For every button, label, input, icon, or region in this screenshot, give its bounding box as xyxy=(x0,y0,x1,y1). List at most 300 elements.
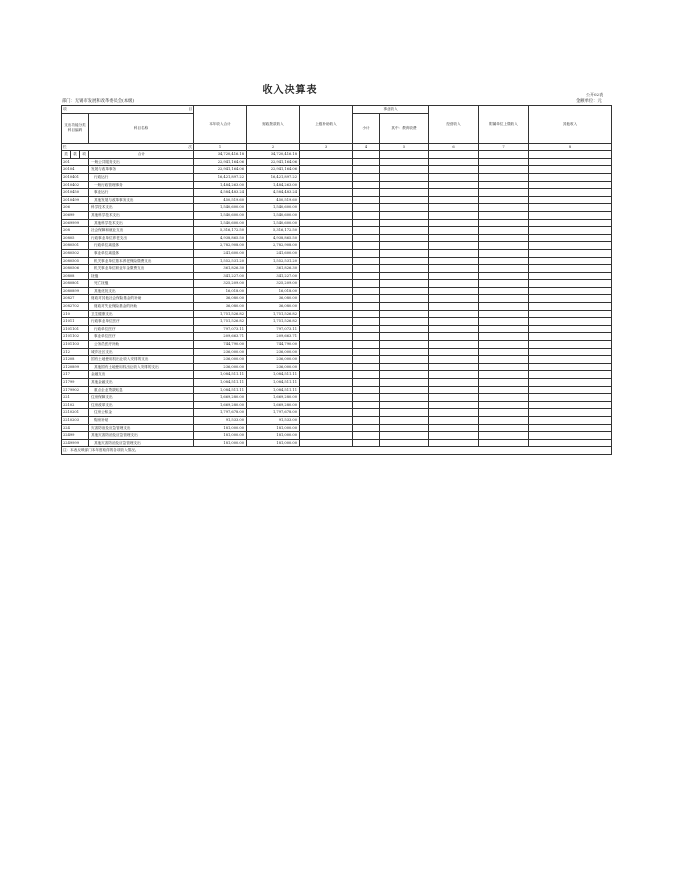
empty-cell xyxy=(479,272,529,280)
empty-cell xyxy=(380,348,429,356)
empty-cell xyxy=(380,295,429,303)
empty-cell xyxy=(429,439,479,447)
row-name: 一般行政管理事务 xyxy=(89,181,194,189)
empty-cell xyxy=(353,265,380,273)
row-fiscal: 241,600.00 xyxy=(247,249,300,257)
header-business-group: 事业收入 xyxy=(353,106,429,114)
row-fiscal: 36,080.00 xyxy=(247,295,300,303)
col-number: 5 xyxy=(380,143,429,151)
empty-cell xyxy=(429,265,479,273)
empty-cell xyxy=(300,181,353,189)
row-name: 金融支出 xyxy=(89,371,194,379)
row-name: 事业单位离退休 xyxy=(89,249,194,257)
empty-cell xyxy=(429,234,479,242)
empty-cell xyxy=(429,424,479,432)
row-name: 社会保障和就业支出 xyxy=(89,227,194,235)
empty-cell xyxy=(380,394,429,402)
empty-cell xyxy=(380,325,429,333)
row-code: 2080501 xyxy=(62,242,89,250)
empty-cell xyxy=(529,189,612,197)
table-row xyxy=(62,219,612,227)
empty-cell xyxy=(429,211,479,219)
xiang-label: 项 xyxy=(80,151,89,159)
header-affiliated: 附属单位上缴收入 xyxy=(479,106,529,144)
empty-cell xyxy=(479,234,529,242)
empty-cell xyxy=(300,227,353,235)
empty-cell xyxy=(479,356,529,364)
empty-cell xyxy=(529,363,612,371)
empty-cell xyxy=(353,409,380,417)
table-row xyxy=(62,265,612,273)
row-code: 2101103 xyxy=(62,341,89,349)
row-name: 行政事业单位养老支出 xyxy=(89,234,194,242)
row-fiscal: 1,084,511.11 xyxy=(247,379,300,387)
empty-cell xyxy=(479,409,529,417)
col-number: 1 xyxy=(194,143,247,151)
empty-cell xyxy=(300,211,353,219)
empty-cell xyxy=(380,341,429,349)
row-fiscal: 1,552,531.20 xyxy=(247,257,300,265)
empty-cell xyxy=(529,325,612,333)
income-table xyxy=(61,105,612,455)
empty-cell xyxy=(479,204,529,212)
row-code: 2080505 xyxy=(62,257,89,265)
row-fiscal: 1,084,511.11 xyxy=(247,386,300,394)
table-row xyxy=(62,386,612,394)
row-fiscal: 34,720,416.18 xyxy=(247,151,300,159)
row-name: 住房公积金 xyxy=(89,409,194,417)
empty-cell xyxy=(429,204,479,212)
empty-cell xyxy=(479,287,529,295)
empty-cell xyxy=(300,234,353,242)
header-lan: 栏 xyxy=(62,143,89,151)
row-code: 21799 xyxy=(62,379,89,387)
row-total-income: 36,080.00 xyxy=(194,295,247,303)
empty-cell xyxy=(300,310,353,318)
empty-cell xyxy=(353,234,380,242)
table-row xyxy=(62,249,612,257)
row-name: 卫生健康支出 xyxy=(89,310,194,318)
row-name: 合计 xyxy=(89,151,194,159)
empty-cell xyxy=(429,219,479,227)
header-ci: 次 xyxy=(89,143,194,151)
empty-cell xyxy=(300,348,353,356)
empty-cell xyxy=(380,272,429,280)
row-code: 22499 xyxy=(62,432,89,440)
row-fiscal: 4,938,865.50 xyxy=(247,234,300,242)
empty-cell xyxy=(529,219,612,227)
empty-cell xyxy=(380,257,429,265)
row-name: 发展与改革事务 xyxy=(89,166,194,174)
row-fiscal: 236,000.00 xyxy=(247,348,300,356)
empty-cell xyxy=(353,166,380,174)
empty-cell xyxy=(300,409,353,417)
table-row xyxy=(62,379,612,387)
table-row xyxy=(62,211,612,219)
row-total-income: 1,484,263.00 xyxy=(194,181,247,189)
empty-cell xyxy=(529,151,612,159)
empty-cell xyxy=(300,386,353,394)
empty-cell xyxy=(353,356,380,364)
empty-cell xyxy=(529,341,612,349)
empty-cell xyxy=(300,356,353,364)
empty-cell xyxy=(479,151,529,159)
empty-cell xyxy=(300,249,353,257)
empty-cell xyxy=(479,341,529,349)
empty-cell xyxy=(529,371,612,379)
empty-cell xyxy=(380,249,429,257)
empty-cell xyxy=(300,158,353,166)
empty-cell xyxy=(429,287,479,295)
row-code: 2101102 xyxy=(62,333,89,341)
empty-cell xyxy=(353,348,380,356)
row-name: 死亡抚恤 xyxy=(89,280,194,288)
row-fiscal: 181,000.00 xyxy=(247,424,300,432)
empty-cell xyxy=(353,211,380,219)
row-code: 2179902 xyxy=(62,386,89,394)
empty-cell xyxy=(479,227,529,235)
empty-cell xyxy=(380,386,429,394)
empty-cell xyxy=(380,287,429,295)
row-code: 2249999 xyxy=(62,439,89,447)
row-fiscal: 744,790.00 xyxy=(247,341,300,349)
empty-cell xyxy=(300,242,353,250)
row-total-income: 1,540,600.00 xyxy=(194,204,247,212)
empty-cell xyxy=(353,219,380,227)
empty-cell xyxy=(429,371,479,379)
empty-cell xyxy=(429,409,479,417)
table-row xyxy=(62,333,612,341)
empty-cell xyxy=(529,432,612,440)
row-fiscal: 341,227.00 xyxy=(247,272,300,280)
row-fiscal: 22,941,164.06 xyxy=(247,158,300,166)
empty-cell xyxy=(529,424,612,432)
empty-cell xyxy=(353,257,380,265)
row-fiscal: 1,084,511.11 xyxy=(247,371,300,379)
row-name: 抚恤 xyxy=(89,272,194,280)
row-fiscal: 1,540,600.00 xyxy=(247,204,300,212)
row-total-income: 1,552,531.20 xyxy=(194,257,247,265)
table-row xyxy=(62,341,612,349)
row-fiscal: 91,533.00 xyxy=(247,416,300,424)
row-name: 行政运行 xyxy=(89,173,194,181)
empty-cell xyxy=(479,219,529,227)
empty-cell xyxy=(300,204,353,212)
row-total-income: 22,941,164.06 xyxy=(194,158,247,166)
table-row xyxy=(62,173,612,181)
empty-cell xyxy=(529,318,612,326)
row-code: 2080502 xyxy=(62,249,89,257)
row-total-income: 1,751,526.82 xyxy=(194,310,247,318)
table-row xyxy=(62,356,612,364)
row-fiscal: 361,826.30 xyxy=(247,265,300,273)
empty-cell xyxy=(353,394,380,402)
empty-cell xyxy=(353,173,380,181)
kuan-label: 款 xyxy=(71,151,80,159)
empty-cell xyxy=(380,416,429,424)
row-code: 208 xyxy=(62,227,89,235)
row-fiscal: 1,484,263.00 xyxy=(247,181,300,189)
row-name: 其他科学技术支出 xyxy=(89,219,194,227)
row-total-income: 1,669,280.00 xyxy=(194,401,247,409)
row-total-income: 1,751,526.82 xyxy=(194,318,247,326)
empty-cell xyxy=(300,295,353,303)
empty-cell xyxy=(380,166,429,174)
row-total-income: 181,000.00 xyxy=(194,424,247,432)
empty-cell xyxy=(353,181,380,189)
empty-cell xyxy=(380,439,429,447)
empty-cell xyxy=(529,249,612,257)
row-name: 事业单位医疗 xyxy=(89,333,194,341)
empty-cell xyxy=(353,287,380,295)
row-name: 财政对失业保险基金的补助 xyxy=(89,303,194,311)
empty-cell xyxy=(353,151,380,159)
lei-label: 类 xyxy=(62,151,71,159)
row-fiscal: 1,797,678.00 xyxy=(247,409,300,417)
table-row xyxy=(62,416,612,424)
empty-cell xyxy=(380,303,429,311)
table-row xyxy=(62,432,612,440)
form-number: 公开02表 xyxy=(586,92,604,97)
empty-cell xyxy=(429,242,479,250)
table-row xyxy=(62,318,612,326)
row-total-income: 1,540,600.00 xyxy=(194,211,247,219)
empty-cell xyxy=(380,280,429,288)
row-code: 20699 xyxy=(62,211,89,219)
empty-cell xyxy=(380,234,429,242)
empty-cell xyxy=(380,356,429,364)
row-name: 国有土地使用权出让收入安排的支出 xyxy=(89,356,194,364)
empty-cell xyxy=(479,310,529,318)
empty-cell xyxy=(479,196,529,204)
row-code: 20104 xyxy=(62,166,89,174)
row-code: 2210203 xyxy=(62,416,89,424)
empty-cell xyxy=(380,409,429,417)
row-fiscal: 325,209.00 xyxy=(247,280,300,288)
row-code: 2010402 xyxy=(62,181,89,189)
empty-cell xyxy=(300,166,353,174)
row-code: 2010450 xyxy=(62,189,89,197)
header-education-fee: 其中：教育收费 xyxy=(380,113,429,143)
row-name: 其他国有土地使用权出让收入安排的支出 xyxy=(89,363,194,371)
row-total-income: 744,790.00 xyxy=(194,341,247,349)
row-code: 2120899 xyxy=(62,363,89,371)
empty-cell xyxy=(429,196,479,204)
row-total-income: 450,519.60 xyxy=(194,196,247,204)
table-row xyxy=(62,348,612,356)
row-code: 2010499 xyxy=(62,196,89,204)
empty-cell xyxy=(353,439,380,447)
empty-cell xyxy=(479,318,529,326)
empty-cell xyxy=(429,333,479,341)
row-total-income: 341,227.00 xyxy=(194,272,247,280)
table-row xyxy=(62,287,612,295)
empty-cell xyxy=(529,394,612,402)
empty-cell xyxy=(529,211,612,219)
row-code: 206 xyxy=(62,204,89,212)
row-total-income: 34,720,416.18 xyxy=(194,151,247,159)
table-row xyxy=(62,242,612,250)
row-code: 20805 xyxy=(62,234,89,242)
empty-cell xyxy=(529,303,612,311)
empty-cell xyxy=(529,409,612,417)
row-total-income: 236,000.00 xyxy=(194,356,247,364)
empty-cell xyxy=(429,181,479,189)
row-fiscal: 5,316,172.50 xyxy=(247,227,300,235)
row-total-income: 1,540,600.00 xyxy=(194,219,247,227)
empty-cell xyxy=(380,401,429,409)
empty-cell xyxy=(353,295,380,303)
row-fiscal: 22,941,164.06 xyxy=(247,166,300,174)
empty-cell xyxy=(380,432,429,440)
row-total-income: 241,600.00 xyxy=(194,249,247,257)
header-business-subtotal: 小计 xyxy=(353,113,380,143)
empty-cell xyxy=(479,158,529,166)
row-code: 2080801 xyxy=(62,280,89,288)
empty-cell xyxy=(353,158,380,166)
empty-cell xyxy=(353,310,380,318)
empty-cell xyxy=(529,242,612,250)
empty-cell xyxy=(529,158,612,166)
empty-cell xyxy=(429,158,479,166)
empty-cell xyxy=(300,265,353,273)
empty-cell xyxy=(529,287,612,295)
empty-cell xyxy=(353,196,380,204)
empty-cell xyxy=(300,416,353,424)
empty-cell xyxy=(479,211,529,219)
row-total-income: 181,000.00 xyxy=(194,439,247,447)
empty-cell xyxy=(353,249,380,257)
empty-cell xyxy=(429,173,479,181)
empty-cell xyxy=(300,325,353,333)
empty-cell xyxy=(429,325,479,333)
empty-cell xyxy=(479,257,529,265)
empty-cell xyxy=(300,272,353,280)
table-row xyxy=(62,234,612,242)
empty-cell xyxy=(380,158,429,166)
footnote-row xyxy=(62,447,612,455)
report-title: 收入决算表 xyxy=(262,85,318,96)
empty-cell xyxy=(429,310,479,318)
row-name: 行政单位离退休 xyxy=(89,242,194,250)
empty-cell xyxy=(429,386,479,394)
header-fiscal: 财政拨款收入 xyxy=(247,106,300,144)
empty-cell xyxy=(380,371,429,379)
row-code: 2080506 xyxy=(62,265,89,273)
empty-cell xyxy=(380,265,429,273)
table-row xyxy=(62,257,612,265)
table-row xyxy=(62,166,612,174)
empty-cell xyxy=(529,181,612,189)
row-name: 重点企业贷款贴息 xyxy=(89,386,194,394)
row-total-income: 22,941,164.06 xyxy=(194,166,247,174)
empty-cell xyxy=(429,379,479,387)
row-fiscal: 797,073.11 xyxy=(247,325,300,333)
empty-cell xyxy=(429,394,479,402)
row-fiscal: 1,669,280.00 xyxy=(247,394,300,402)
row-fiscal: 181,000.00 xyxy=(247,432,300,440)
empty-cell xyxy=(529,265,612,273)
empty-cell xyxy=(300,219,353,227)
table-row xyxy=(62,325,612,333)
row-total-income: 16,018.00 xyxy=(194,287,247,295)
empty-cell xyxy=(429,363,479,371)
table-row xyxy=(62,280,612,288)
empty-cell xyxy=(380,424,429,432)
empty-cell xyxy=(300,189,353,197)
empty-cell xyxy=(529,234,612,242)
empty-cell xyxy=(353,189,380,197)
empty-cell xyxy=(429,341,479,349)
empty-cell xyxy=(300,333,353,341)
empty-cell xyxy=(479,333,529,341)
empty-cell xyxy=(529,348,612,356)
row-name: 科学技术支出 xyxy=(89,204,194,212)
table-row xyxy=(62,371,612,379)
table-row xyxy=(62,424,612,432)
empty-cell xyxy=(429,432,479,440)
row-code: 22102 xyxy=(62,401,89,409)
empty-cell xyxy=(479,439,529,447)
header-item: 项 xyxy=(62,106,89,114)
empty-cell xyxy=(380,189,429,197)
row-name: 其他优抚支出 xyxy=(89,287,194,295)
empty-cell xyxy=(353,401,380,409)
header-other: 其他收入 xyxy=(529,106,612,144)
table-row xyxy=(62,310,612,318)
empty-cell xyxy=(353,416,380,424)
row-name: 灾害防治及应急管理支出 xyxy=(89,424,194,432)
row-code: 210 xyxy=(62,310,89,318)
header-total-income: 本年收入合计 xyxy=(194,106,247,144)
row-fiscal: 36,080.00 xyxy=(247,303,300,311)
empty-cell xyxy=(353,242,380,250)
empty-cell xyxy=(380,363,429,371)
empty-cell xyxy=(479,280,529,288)
row-name: 其他金融支出 xyxy=(89,379,194,387)
empty-cell xyxy=(479,181,529,189)
row-name: 一般公共服务支出 xyxy=(89,158,194,166)
empty-cell xyxy=(300,363,353,371)
row-name: 其他灾害防治及应急管理支出 xyxy=(89,432,194,440)
empty-cell xyxy=(353,318,380,326)
empty-cell xyxy=(353,280,380,288)
empty-cell xyxy=(529,196,612,204)
row-name: 公务员医疗补助 xyxy=(89,341,194,349)
empty-cell xyxy=(429,356,479,364)
empty-cell xyxy=(479,173,529,181)
empty-cell xyxy=(429,151,479,159)
empty-cell xyxy=(479,371,529,379)
empty-cell xyxy=(300,287,353,295)
table-row xyxy=(62,295,612,303)
row-code: 20808 xyxy=(62,272,89,280)
empty-cell xyxy=(300,173,353,181)
empty-cell xyxy=(529,166,612,174)
empty-cell xyxy=(353,432,380,440)
row-fiscal: 450,519.60 xyxy=(247,196,300,204)
row-fiscal: 1,751,526.82 xyxy=(247,310,300,318)
empty-cell xyxy=(429,189,479,197)
col-number: 7 xyxy=(479,143,529,151)
empty-cell xyxy=(300,424,353,432)
empty-cell xyxy=(380,242,429,250)
empty-cell xyxy=(300,371,353,379)
total-row xyxy=(62,151,612,159)
header-name: 科目名称 xyxy=(89,113,194,143)
row-code: 2082702 xyxy=(62,303,89,311)
currency-unit: 金额单位：元 xyxy=(576,99,602,104)
